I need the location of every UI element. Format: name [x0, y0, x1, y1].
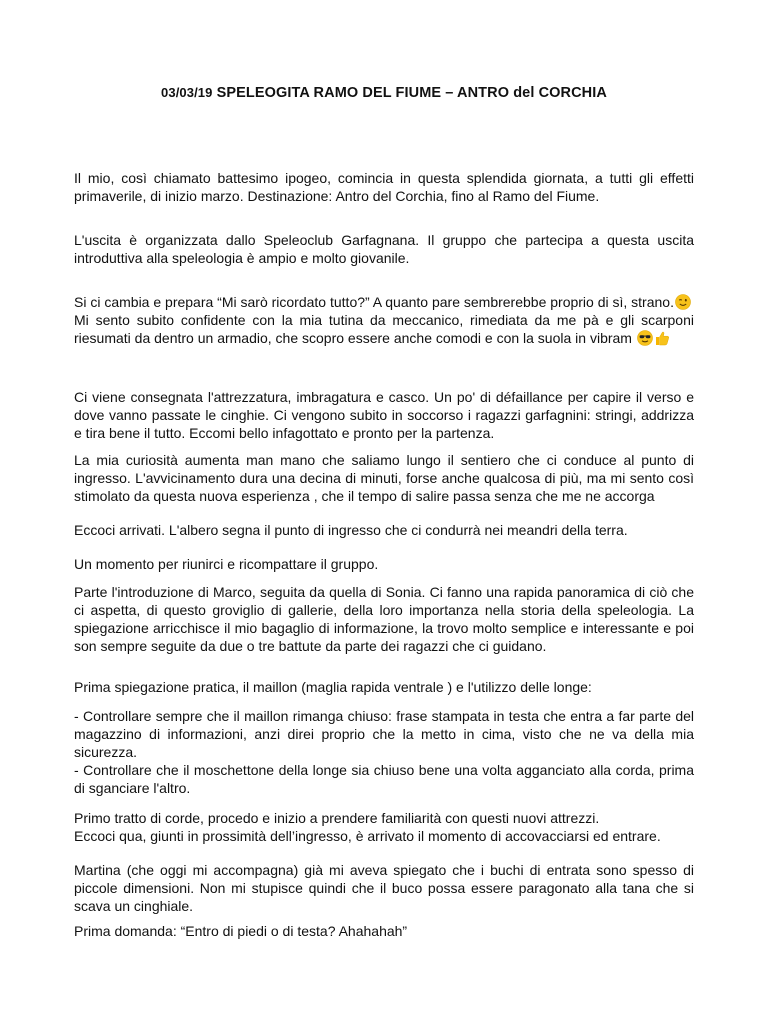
checklist-item-longe: - Controllare che il moschettone della longe sia chiuso bene una volta agganciato alla corda, prima di sganciare l'altro.: [74, 762, 694, 796]
paragraph-approach: La mia curiosità aumenta man mano che saliamo lungo il sentiero che ci conduce al punto di ingresso. L'avvicinamento dura una decina di minuti, forse anche qualcosa di più, ma mi sento così stimolato da questa nuova esperienza , che il tempo di salire passa senza che me ne accorga: [74, 452, 694, 504]
entrance-text: Eccoci qua, giunti in prossimità dell’ingresso, è arrivato il momento di accovacciarsi ed entrare.: [74, 828, 661, 844]
thumbs-up-icon: [654, 330, 670, 346]
winking-face-icon: [675, 294, 691, 310]
document-title: [0, 85, 768, 101]
paragraph-practical: Prima spiegazione pratica, il maillon (maglia rapida ventrale ) e l'utilizzo delle longe:: [74, 679, 592, 695]
ropes-text: Primo tratto di corde, procedo e inizio a prendere familiarità con questi nuovi attrezzi.: [74, 810, 600, 826]
paragraph-intro: Il mio, così chiamato battesimo ipogeo, comincia in questa splendida giornata, a tutti gli effetti primaverile, di inizio marzo. Destinazione: Antro del Corchia, fino al Ramo del Fiume.: [74, 170, 694, 204]
paragraph-martina: Martina (che oggi mi accompagna) già mi aveva spiegato che i buchi di entrata sono spesso di piccole dimensioni. Non mi stupisce quindi che il buco possa essere paragonato alla tana che si scava un cinghiale.: [74, 862, 694, 914]
paragraph-regroup: Un momento per riunirci e ricompattare il gruppo.: [74, 556, 379, 572]
paragraph-preparation: [74, 293, 694, 347]
sunglasses-face-icon: [637, 330, 653, 346]
paragraph-equipment: Ci viene consegnata l'attrezzatura, imbragatura e casco. Un po' di défaillance per capire il verso e dove vanno passate le cinghie. Ci vengono subito in soccorso i ragazzi garfagnini: stringi, addrizza e tira bene il tutto. Eccomi bello infagottato e pronto per la partenza.: [74, 389, 694, 441]
paragraph-ropes: [74, 809, 694, 845]
paragraph-checklist: [74, 707, 694, 797]
paragraph-question: Prima domanda: “Entro di piedi o di testa? Ahahahah”: [74, 923, 408, 939]
checklist-item-maillon: - Controllare sempre che il maillon rimanga chiuso: frase stampata in testa che entra a far parte del magazzino di informazioni, anzi direi proprio che la metto in cima, visto che ne va della mia sicurezza.: [74, 708, 694, 760]
paragraph-organization: L'uscita è organizzata dallo Speleoclub Garfagnana. Il gruppo che partecipa a questa uscita introduttiva alla speleologia è ampio e molto giovanile.: [74, 232, 694, 266]
title-text: SPELEOGITA RAMO DEL FIUME – ANTRO del CORCHIA: [216, 85, 607, 101]
title-date: 03/03/19: [161, 85, 213, 100]
paragraph-arrival: Eccoci arrivati. L'albero segna il punto di ingresso che ci condurrà nei meandri della terra.: [74, 522, 628, 538]
paragraph-outfit-text: Mi sento subito confidente con la mia tutina da meccanico, rimediata da me pà e gli scarponi riesumati da dentro un armadio, che scopro essere anche comodi e con la suola in vibram: [74, 312, 694, 346]
paragraph-preparation-text: Si ci cambia e prepara “Mi sarò ricordato tutto?” A quanto pare sembrerebbe proprio di sì, strano.: [74, 294, 674, 310]
paragraph-introduction: Parte l'introduzione di Marco, seguita da quella di Sonia. Ci fanno una rapida panoramica di ciò che ci aspetta, di questo groviglio di gallerie, della loro importanza nella storia della speleologia. La spiegazione arricchisce il mio bagaglio di informazione, la trovo molto semplice e interessante e poi son sempre seguite da due o tre battute da parte dei ragazzi che ci guidano.: [74, 584, 694, 654]
